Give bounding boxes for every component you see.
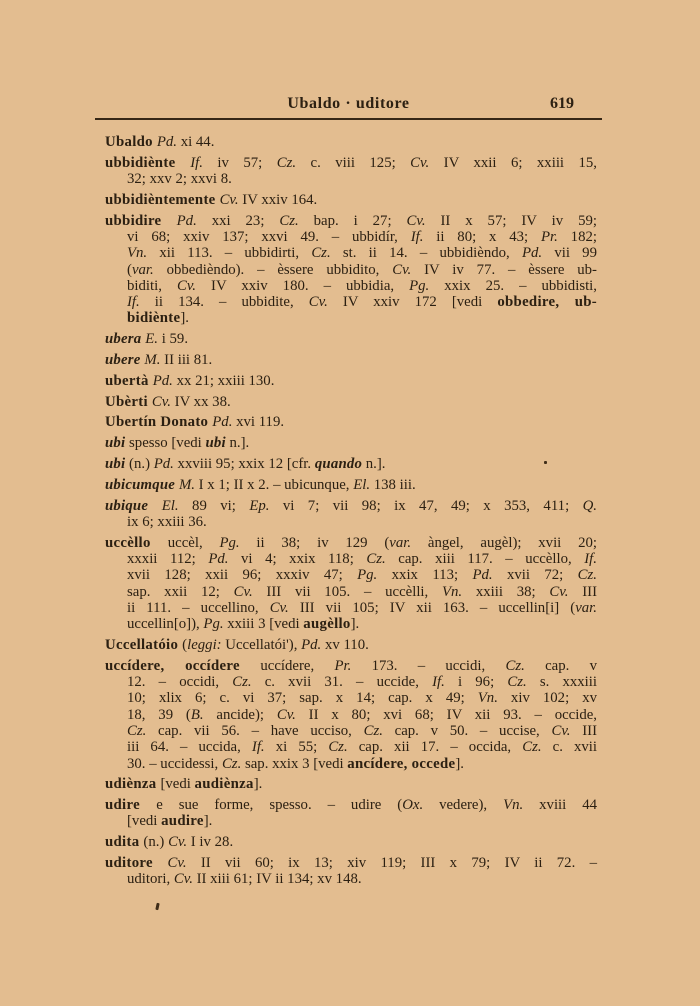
entry-line	[105, 373, 597, 389]
text-run: Pd.	[152, 372, 173, 389]
entry-line	[105, 739, 597, 755]
entry-line	[105, 674, 597, 690]
text-run: Cv.	[551, 723, 571, 739]
entry-line	[105, 514, 597, 530]
entry-line	[105, 797, 597, 813]
text-run: If.	[127, 294, 140, 311]
index-entry	[105, 797, 597, 830]
text-run: xii 113. – ubbidirti,	[147, 245, 312, 262]
text-run: xviii 44	[523, 797, 598, 814]
text-run: xx 21; xxiii 130.	[172, 372, 275, 389]
text-run: ].	[350, 616, 360, 633]
index-entry	[105, 498, 597, 531]
entry-line	[105, 776, 597, 792]
entry-line	[105, 310, 597, 326]
text-run: ubbidiènte	[105, 154, 191, 171]
text-run: Pd.	[156, 134, 177, 150]
entry-line	[105, 535, 597, 551]
text-run: ii 134. – ubbidite,	[139, 294, 309, 311]
text-run: M.	[178, 476, 195, 493]
text-run: Cv.	[176, 277, 196, 294]
text-run: Pr.	[334, 657, 352, 674]
text-run: àngel, augèl); xvii 20;	[411, 534, 597, 551]
text-run: Cz.	[221, 755, 242, 772]
text-run: II vii 60; ix 13; xiv 119; III x 79; IV ii 72. –	[186, 855, 597, 872]
index-entry	[105, 776, 597, 792]
index-entry	[105, 373, 597, 389]
entry-line	[105, 567, 597, 583]
text-run: Cv.	[168, 834, 188, 851]
text-run: II x 57; IV iv 59;	[425, 212, 597, 229]
text-run: udita	[105, 834, 144, 851]
text-run: (	[182, 637, 188, 654]
text-run: xiv 102; xv	[497, 690, 598, 707]
text-run: vedere),	[423, 797, 504, 814]
text-run: Cv.	[269, 599, 289, 616]
text-run: 12. – occidi,	[127, 674, 233, 691]
text-run: ubicumque	[105, 476, 179, 493]
entry-line	[105, 855, 597, 871]
index-entry	[105, 658, 597, 772]
text-run: sap. xxix 3 [vedi	[241, 755, 348, 772]
text-run: El.	[161, 497, 179, 514]
index-entry	[105, 192, 597, 208]
text-run: Cz.	[522, 739, 542, 756]
text-run: ubi	[105, 456, 126, 473]
text-run: xxix 113;	[377, 567, 473, 584]
text-run: Vn.	[503, 797, 524, 814]
text-run: xxiii 38;	[462, 583, 550, 600]
text-run: Cv.	[410, 154, 430, 171]
text-run: (n.)	[125, 456, 154, 473]
text-run: cap. v	[524, 657, 597, 674]
text-run: III vii 105. – uccèlli,	[252, 583, 442, 600]
index-entry	[105, 394, 597, 410]
text-run: Pd.	[212, 414, 233, 431]
text-run: 30. – uccidessi,	[127, 755, 222, 772]
text-run: If.	[251, 739, 265, 756]
text-run: s. xxxiii	[526, 674, 598, 691]
text-run: If.	[410, 228, 424, 245]
entry-line	[105, 435, 597, 451]
header-rule	[95, 118, 602, 120]
text-run: augèllo	[303, 616, 351, 633]
text-run: ubique	[105, 497, 162, 514]
index-entry	[105, 352, 597, 368]
text-run: Cv.	[167, 855, 187, 872]
text-run: vi 7; vii 98; ix 47, 49; x 353, 411;	[269, 497, 583, 514]
text-run: Cz.	[505, 657, 525, 674]
entry-line	[105, 690, 597, 706]
entry-line	[105, 262, 597, 278]
text-run: Uccellatói'),	[221, 637, 302, 654]
index-entries	[105, 134, 597, 892]
text-run: Cv.	[406, 212, 426, 229]
text-run: IV xxiv 180. – ubbidia,	[196, 277, 410, 294]
text-run: IV xxiv 172 [vedi	[327, 294, 498, 311]
index-entry	[105, 331, 597, 347]
text-run: Cz.	[328, 739, 348, 756]
text-run: ii 111. – uccellino,	[127, 599, 270, 616]
text-run: Pg.	[409, 277, 430, 294]
text-run: e sue forme, spesso. – udire (	[156, 797, 403, 814]
index-entry	[105, 456, 597, 472]
text-run: 182;	[557, 228, 597, 245]
text-run: c. xvii 31. – uccide,	[251, 674, 433, 691]
text-run: sap. xxii 12;	[127, 583, 234, 600]
text-run: Pd.	[153, 456, 174, 473]
text-run: c. viii 125;	[296, 154, 411, 171]
text-run: audiènza	[194, 776, 254, 793]
text-run: xi 44.	[177, 134, 215, 150]
text-run: uccellin[o]),	[127, 616, 204, 633]
text-run: (n.)	[143, 834, 169, 851]
entry-line	[105, 551, 597, 567]
text-run: III	[568, 583, 598, 600]
text-run: Ox.	[402, 797, 424, 814]
text-run: obbedièndo). – èssere ubbidito,	[153, 261, 393, 278]
entry-line	[105, 600, 597, 616]
text-run: bap. i 27;	[298, 212, 407, 229]
text-run: ].	[253, 776, 263, 793]
text-run: [vedi	[160, 776, 195, 793]
index-entry	[105, 855, 597, 888]
entry-line	[105, 477, 597, 493]
text-run: bidiènte	[127, 310, 181, 327]
text-run: st. ii 14. – ubbidièndo,	[330, 245, 522, 262]
text-run: Pd.	[301, 637, 322, 654]
text-run: cap. xiii 117. – uccèllo,	[385, 551, 585, 568]
text-run: If.	[190, 154, 203, 171]
index-entry	[105, 134, 597, 150]
text-run: cap. v 50. – uccise,	[382, 723, 552, 739]
entry-line	[105, 352, 597, 368]
text-run: udiènza	[105, 776, 161, 793]
entry-line	[105, 171, 597, 187]
text-run: 89 vi;	[178, 497, 250, 514]
text-run: uccídere,	[260, 657, 335, 674]
text-run: Cv.	[392, 261, 412, 278]
text-run: Pd.	[472, 567, 493, 584]
text-run: Cz.	[577, 567, 597, 584]
text-run: xxix 25. – ubbidisti,	[429, 277, 597, 294]
text-run: xvii 128; xxii 96; xxxiv 47;	[127, 567, 358, 584]
text-run: Vn.	[441, 583, 463, 600]
text-run: 18, 39 (	[127, 706, 191, 723]
text-run: I iv 28.	[187, 834, 234, 851]
text-run: Pd.	[208, 551, 229, 568]
text-run: obbedire, ub-	[497, 294, 597, 311]
text-run: ubere	[105, 352, 145, 369]
text-run: IV iv 77. – èssere ub-	[411, 261, 597, 278]
text-run: vi 68; xxiv 137; xxvi 49. – ubbidír,	[127, 228, 411, 245]
text-run: var.	[389, 534, 412, 551]
text-run: Uccellatóio	[105, 637, 183, 654]
text-run: uccèllo	[105, 534, 168, 551]
running-head-title: Ubaldo · uditore	[287, 95, 410, 112]
text-run: ].	[203, 813, 213, 830]
text-run: IV xxiv 164.	[238, 191, 318, 208]
text-run: Cz.	[232, 674, 252, 691]
text-run: III	[570, 723, 598, 739]
text-run: leggi:	[187, 637, 222, 654]
text-run: Pg.	[203, 616, 224, 633]
text-run: ix 6; xxiii 36.	[127, 513, 207, 530]
text-run: If.	[432, 674, 445, 691]
text-run: iii 64. – uccida,	[127, 739, 252, 756]
text-run: 10; xlix 6; c. vi 37; sap. x 14; cap. x 49;	[127, 690, 478, 707]
text-run: III vii 105; IV xii 163. – uccellin[i] (	[288, 599, 576, 616]
entry-line	[105, 294, 597, 310]
index-entry	[105, 637, 597, 653]
text-run: vi 4; xxix 118;	[228, 551, 367, 568]
text-run: Vn.	[477, 690, 498, 707]
entry-line	[105, 456, 597, 472]
text-run: I x 1; II x 2. – ubicunque,	[194, 476, 354, 493]
text-run: Ep.	[249, 497, 270, 514]
entry-line	[105, 155, 597, 171]
text-run: Cv.	[549, 583, 569, 600]
ink-speck	[155, 903, 159, 910]
text-run: Cz.	[363, 723, 383, 739]
text-run: xxviii 95; xxix 12 [cfr.	[173, 456, 315, 473]
text-run: audire	[161, 813, 204, 830]
text-run: uditori,	[127, 871, 174, 888]
text-run: Pg.	[219, 534, 240, 551]
index-entry	[105, 535, 597, 633]
text-run: ii 80; x 43;	[423, 228, 541, 245]
entry-line	[105, 278, 597, 294]
text-run: i 59.	[158, 331, 189, 348]
text-run: (	[127, 261, 132, 278]
text-run: Pd.	[521, 245, 543, 262]
text-run: Pg.	[357, 567, 378, 584]
text-run: M.	[144, 352, 161, 369]
text-run: vii 99	[542, 245, 597, 262]
text-run: Ubaldo	[105, 134, 157, 150]
text-run: IV xxii 6; xxiii 15,	[429, 154, 597, 171]
text-run: n.].	[225, 435, 250, 452]
text-run: ].	[180, 310, 190, 327]
text-run: IV xx 38.	[170, 393, 231, 410]
text-run: [vedi	[127, 813, 162, 830]
text-run: II x 80; xvi 68; IV xii 93. – occide,	[295, 706, 597, 723]
entry-line	[105, 584, 597, 600]
entry-line	[105, 498, 597, 514]
text-run: ancide);	[203, 706, 277, 723]
text-run: B.	[190, 706, 204, 723]
text-run: Cz.	[311, 245, 331, 262]
index-entry	[105, 155, 597, 188]
text-run: If.	[584, 551, 597, 568]
text-run: Pr.	[541, 228, 558, 245]
text-run: n.].	[362, 456, 386, 473]
text-run: quando	[314, 456, 363, 473]
text-run: spesso [vedi	[125, 435, 206, 452]
entry-line	[105, 707, 597, 723]
text-run: xxxii 112;	[127, 551, 209, 568]
text-run: El.	[353, 476, 371, 493]
text-run: cap. xii 17. – occida,	[347, 739, 523, 756]
entry-line	[105, 616, 597, 632]
text-run: c. xvii	[541, 739, 598, 756]
text-run: var.	[131, 261, 154, 278]
text-run: ubbidièntemente	[105, 191, 220, 208]
text-run: Cv.	[276, 706, 296, 723]
text-run: var.	[575, 599, 597, 616]
text-run: Q.	[582, 497, 597, 514]
text-run: E.	[145, 331, 159, 348]
entry-line	[105, 229, 597, 245]
text-run: Cz.	[276, 154, 297, 171]
text-run: Cz.	[279, 212, 299, 229]
text-run: ubi	[105, 435, 126, 452]
entry-line	[105, 871, 597, 887]
text-run: ubi	[205, 435, 226, 452]
text-run: Cv.	[173, 871, 193, 888]
text-run: II iii 81.	[160, 352, 213, 369]
entry-line	[105, 658, 597, 674]
text-run: 138 iii.	[370, 476, 416, 493]
text-run: biditi,	[127, 277, 177, 294]
index-entry	[105, 213, 597, 327]
entry-line	[105, 213, 597, 229]
text-run: Cz.	[366, 551, 386, 568]
text-run: ubbidire	[105, 212, 177, 229]
text-run: Vn.	[127, 245, 148, 262]
text-run: II xiii 61; IV ii 134; xv 148.	[192, 871, 362, 888]
entry-line	[105, 756, 597, 772]
entry-line	[105, 331, 597, 347]
text-run: xvii 72;	[492, 567, 578, 584]
text-run: 32; xxv 2; xxvi 8.	[127, 171, 232, 188]
text-run: xv 110.	[321, 637, 369, 654]
text-run: Ubertín Donato	[105, 414, 213, 431]
text-run: uccèl,	[167, 534, 220, 551]
text-run: xi 55;	[264, 739, 329, 756]
text-run: Cz.	[507, 674, 527, 691]
text-run: cap. vii 56. – have ucciso,	[146, 723, 364, 739]
text-run: uditore	[105, 855, 168, 872]
text-run: Pd.	[176, 212, 197, 229]
text-run: ancídere, occede	[347, 755, 456, 772]
text-run: Cv.	[151, 393, 171, 410]
entry-line	[105, 245, 597, 261]
text-run: Cv.	[233, 583, 253, 600]
text-run: ubera	[105, 331, 146, 348]
text-run: Cv.	[308, 294, 328, 311]
entry-line	[105, 394, 597, 410]
entry-line	[105, 134, 597, 150]
index-entry	[105, 414, 597, 430]
text-run: uccídere, occídere	[105, 657, 261, 674]
text-run: udire	[105, 797, 157, 814]
text-run: xxiii 3 [vedi	[223, 616, 304, 633]
entry-line	[105, 414, 597, 430]
entry-line	[105, 192, 597, 208]
text-run: 173. – uccidi,	[351, 657, 506, 674]
text-run: Ubèrti	[105, 393, 152, 410]
text-run: ii 38; iv 129 (	[239, 534, 390, 551]
entry-line	[105, 813, 597, 829]
index-entry	[105, 834, 597, 850]
text-run: Cv.	[219, 191, 239, 208]
text-run: ].	[455, 755, 465, 772]
text-run: xxi 23;	[196, 212, 280, 229]
text-run: iv 57;	[202, 154, 277, 171]
text-run: xvi 119.	[232, 414, 285, 431]
text-run: i 96;	[444, 674, 508, 691]
entry-line	[105, 834, 597, 850]
index-entry	[105, 477, 597, 493]
page-number: 619	[550, 95, 574, 112]
entry-line	[105, 723, 597, 739]
entry-line	[105, 637, 597, 653]
ink-speck	[544, 461, 547, 464]
text-run: ubertà	[105, 372, 153, 389]
text-run: Cz.	[127, 723, 147, 739]
index-entry	[105, 435, 597, 451]
